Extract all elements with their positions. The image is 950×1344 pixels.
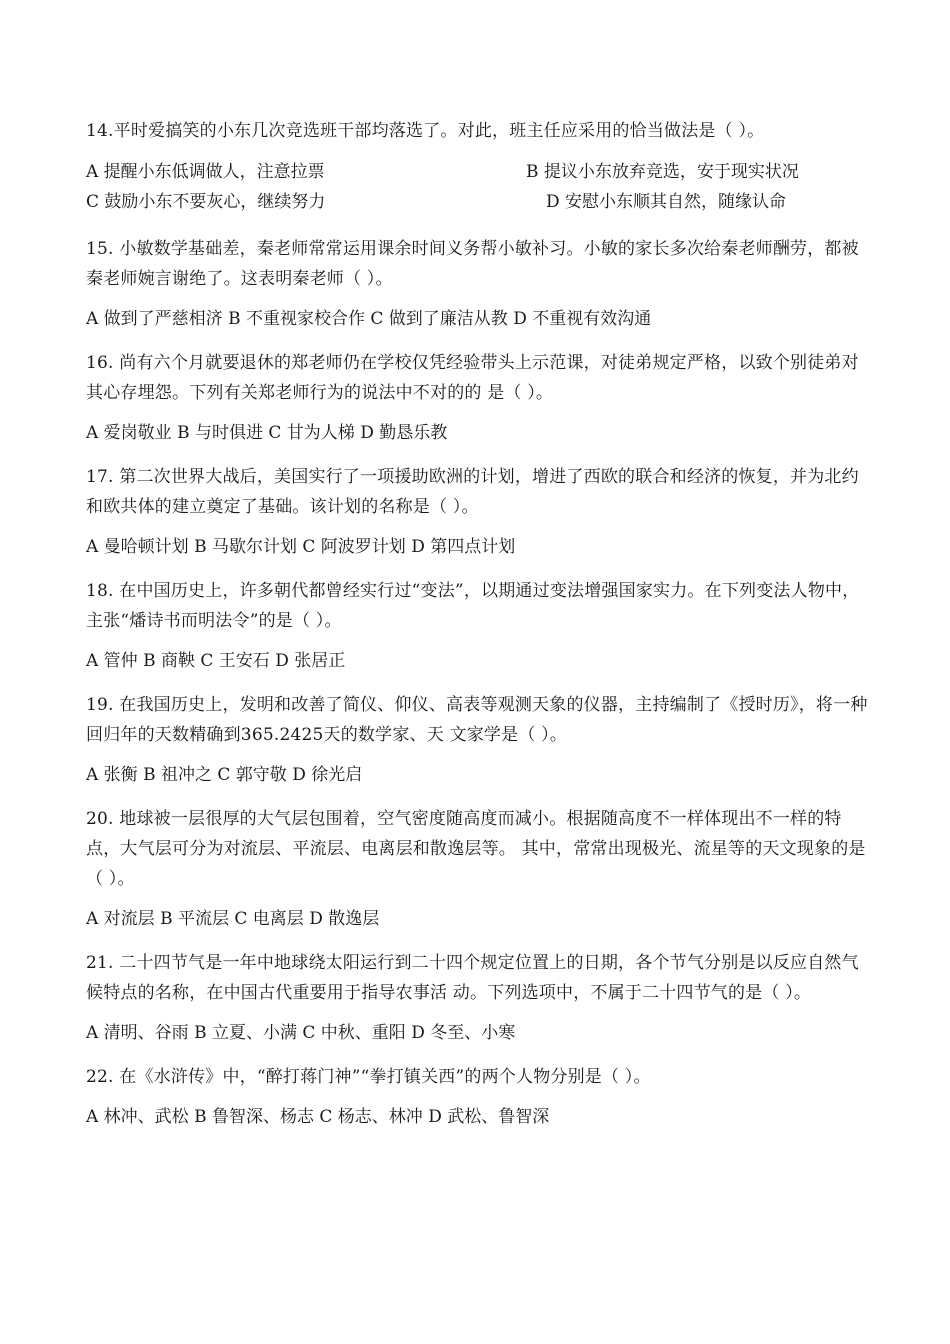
question-21 [86, 948, 876, 1046]
question-19 [86, 690, 876, 788]
options-line: A 爱岗敬业 B 与时俱进 C 甘为人梯 D 勤恳乐教 [86, 423, 448, 443]
question-17 [86, 462, 876, 560]
question-text: 17. 第二次世界大战后，美国实行了一项援助欧洲的计划，增进了西欧的联合和经济的恢复，并为北约和欧共体的建立奠定了基础。该计划的名称是（ ）。 [86, 467, 859, 517]
question-text: 19. 在我国历史上，发明和改善了简仪、仰仪、高表等观测天象的仪器，主持编制了《授时历》，将一种回归年的天数精确到365.2425天的数学家、天 文家学是（ ）。 [86, 695, 868, 745]
options-line: A 对流层 B 平流层 C 电离层 D 散逸层 [86, 909, 380, 929]
option-c: C 鼓励小东不要灰心，继续努力 [86, 192, 326, 212]
question-16 [86, 348, 876, 446]
question-text: 18. 在中国历史上，许多朝代都曾经实行过“变法”，以期通过变法增强国家实力。在下列变法人物中，主张“燔诗书而明法令”的是（ ）。 [86, 581, 860, 631]
question-22 [86, 1062, 876, 1130]
question-14 [86, 116, 876, 216]
options-line: A 清明、谷雨 B 立夏、小满 C 中秋、重阳 D 冬至、小寒 [86, 1023, 516, 1043]
options-grid [86, 158, 876, 216]
question-text: 15. 小敏数学基础差，秦老师常常运用课余时间义务帮小敏补习。小敏的家长多次给秦老师酬劳，都被秦老师婉言谢绝了。这表明秦老师（ ）。 [86, 239, 859, 289]
options-line: A 林冲、武松 B 鲁智深、杨志 C 杨志、林冲 D 武松、鲁智深 [86, 1107, 550, 1127]
question-20 [86, 804, 876, 932]
options-line: A 做到了严慈相济 B 不重视家校合作 C 做到了廉洁从教 D 不重视有效沟通 [86, 309, 652, 329]
option-b: B 提议小东放弃竞选，安于现实状况 [526, 162, 799, 182]
options-line: A 张衡 B 祖冲之 C 郭守敬 D 徐光启 [86, 765, 363, 785]
options-line: A 曼哈顿计划 B 马歇尔计划 C 阿波罗计划 D 第四点计划 [86, 537, 516, 557]
question-text: 20. 地球被一层很厚的大气层包围着，空气密度随高度而减小。根据随高度不一样体现出不一样的特点，大气层可分为对流层、平流层、电离层和散逸层等。 其中，常常出现极光、流星等的天文现象的是（ ）。 [86, 809, 866, 889]
question-text: 21. 二十四节气是一年中地球绕太阳运行到二十四个规定位置上的日期，各个节气分别是以反应自然气候特点的名称，在中国古代重要用于指导农事活 动。下列选项中，不属于二十四节气的是（ ）。 [86, 953, 859, 1003]
options-line: A 管仲 B 商鞅 C 王安石 D 张居正 [86, 651, 346, 671]
question-text: 22. 在《水浒传》中，“醉打蒋门神”“拳打镇关西”的两个人物分别是（ ）。 [86, 1067, 651, 1087]
question-text: 14.平时爱搞笑的小东几次竞选班干部均落选了。对此，班主任应采用的恰当做法是（ ）。 [86, 121, 765, 141]
question-18 [86, 576, 876, 674]
question-text: 16. 尚有六个月就要退休的郑老师仍在学校仅凭经验带头上示范课，对徒弟规定严格，以致个别徒弟对其心存埋怨。下列有关郑老师行为的说法中不对的的 是（ ）。 [86, 353, 859, 403]
option-a: A 提醒小东低调做人，注意拉票 [86, 162, 325, 182]
question-15 [86, 234, 876, 332]
option-d: D 安慰小东顺其自然，随缘认命 [546, 192, 787, 212]
exam-page [86, 116, 876, 1146]
